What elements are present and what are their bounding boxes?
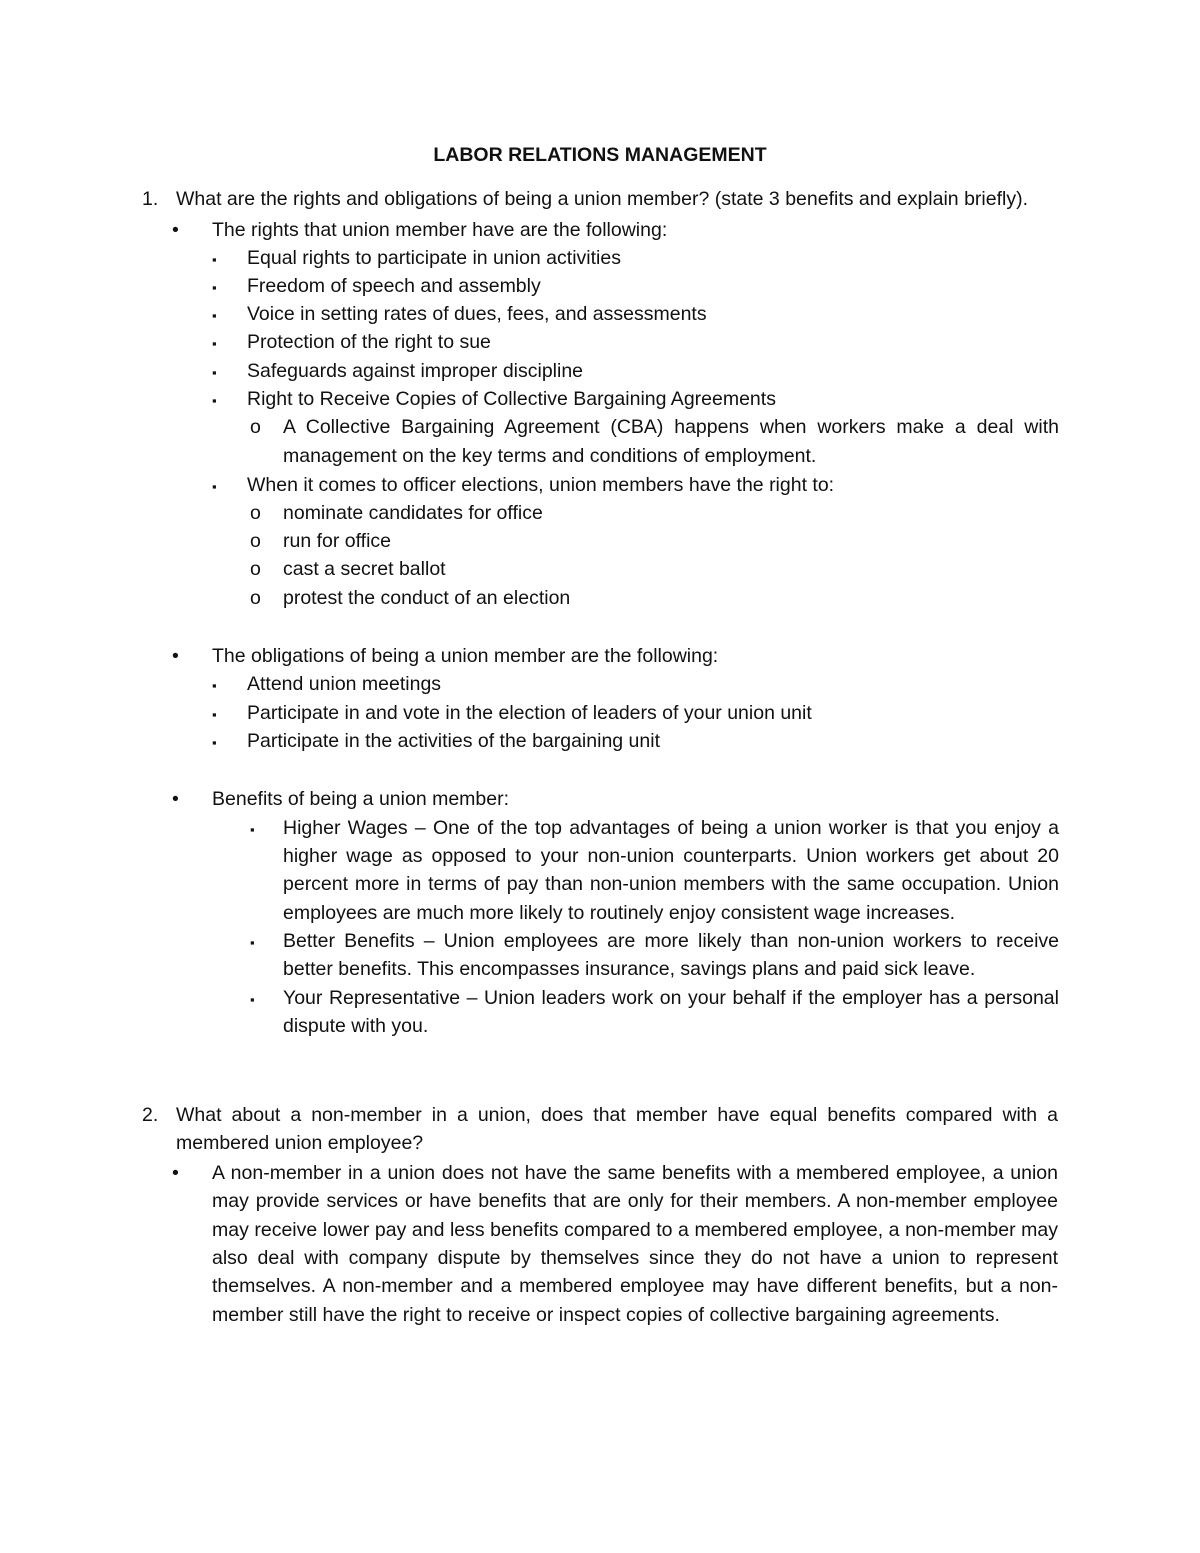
question-text: What about a non-member in a union, does that member have equal benefits compared with a bbox=[176, 1104, 1058, 1126]
list-item: protest the conduct of an election bbox=[283, 587, 571, 609]
circle-marker: o bbox=[250, 558, 261, 580]
cba-note-line: A Collective Bargaining Agreement (CBA) happens when workers make a deal with bbox=[283, 416, 1059, 438]
list-item: Equal rights to participate in union activities bbox=[247, 247, 621, 269]
square-marker: ▪ bbox=[212, 707, 217, 722]
benefit-line: better benefits. This encompasses insurance, savings plans and paid sick leave. bbox=[283, 958, 976, 980]
square-marker: ▪ bbox=[212, 252, 217, 267]
bullet-marker: • bbox=[172, 645, 179, 667]
circle-marker: o bbox=[250, 502, 261, 524]
square-marker: ▪ bbox=[212, 280, 217, 295]
square-marker: ▪ bbox=[212, 336, 217, 351]
benefit-line: dispute with you. bbox=[283, 1015, 429, 1037]
circle-marker: o bbox=[250, 530, 261, 552]
benefits-intro: Benefits of being a union member: bbox=[212, 788, 510, 810]
bullet-marker: • bbox=[172, 788, 179, 810]
benefit-line: Better Benefits – Union employees are more likely than non-union workers to receive bbox=[283, 930, 1059, 952]
square-marker: ▪ bbox=[250, 822, 255, 837]
square-marker: ▪ bbox=[250, 935, 255, 950]
question-number: 2. bbox=[142, 1104, 159, 1126]
benefit-line: percent more in terms of pay than non-union members with the same occupation. Union bbox=[283, 873, 1059, 895]
bullet-marker: • bbox=[172, 1162, 179, 1184]
answer-line: may receive lower pay and less benefits compared to a membered employee, a non-member may bbox=[212, 1219, 1058, 1241]
list-item: Safeguards against improper discipline bbox=[247, 360, 584, 382]
cba-note-line: management on the key terms and conditions of employment. bbox=[283, 445, 817, 467]
obligations-intro: The obligations of being a union member are the following: bbox=[212, 645, 719, 667]
list-item: Participate in and vote in the election of leaders of your union unit bbox=[247, 702, 812, 724]
square-marker: ▪ bbox=[212, 678, 217, 693]
circle-marker: o bbox=[250, 587, 261, 609]
answer-line: also deal with company dispute by themselves since they do not have a union to represent bbox=[212, 1247, 1058, 1269]
benefit-line: higher wage as opposed to your non-union counterparts. Union workers get about 20 bbox=[283, 845, 1059, 867]
list-item: Freedom of speech and assembly bbox=[247, 275, 541, 297]
square-marker: ▪ bbox=[212, 479, 217, 494]
list-item: Attend union meetings bbox=[247, 673, 442, 695]
square-marker: ▪ bbox=[212, 393, 217, 408]
square-marker: ▪ bbox=[250, 992, 255, 1007]
question-number: 1. bbox=[142, 188, 159, 210]
list-item: nominate candidates for office bbox=[283, 502, 543, 524]
elections-intro: When it comes to officer elections, union members have the right to: bbox=[247, 474, 835, 496]
benefit-line: employees are much more likely to routinely enjoy consistent wage increases. bbox=[283, 902, 955, 924]
page-title: LABOR RELATIONS MANAGEMENT bbox=[433, 144, 767, 166]
square-marker: ▪ bbox=[212, 365, 217, 380]
answer-line: may provide services or have benefits that are only for their members. A non-member employee bbox=[212, 1190, 1058, 1212]
question-text: What are the rights and obligations of being a union member? (state 3 benefits and explain briefly). bbox=[176, 188, 1029, 210]
bullet-marker: • bbox=[172, 219, 179, 241]
circle-marker: o bbox=[250, 416, 261, 438]
list-item: Participate in the activities of the bargaining unit bbox=[247, 730, 660, 752]
list-item: Right to Receive Copies of Collective Bargaining Agreements bbox=[247, 388, 776, 410]
square-marker: ▪ bbox=[212, 308, 217, 323]
rights-intro: The rights that union member have are the following: bbox=[212, 219, 668, 241]
benefit-line: Your Representative – Union leaders work on your behalf if the employer has a personal bbox=[283, 987, 1059, 1009]
list-item: Voice in setting rates of dues, fees, and assessments bbox=[247, 303, 707, 325]
answer-line: member still have the right to receive or inspect copies of collective bargaining agreements. bbox=[212, 1304, 1000, 1326]
answer-line: themselves. A non-member and a membered employee may have different benefits, but a non- bbox=[212, 1275, 1058, 1297]
list-item: run for office bbox=[283, 530, 392, 552]
question-text: membered union employee? bbox=[176, 1132, 424, 1154]
square-marker: ▪ bbox=[212, 735, 217, 750]
answer-line: A non-member in a union does not have the same benefits with a membered employee, a union bbox=[212, 1162, 1058, 1184]
list-item: cast a secret ballot bbox=[283, 558, 446, 580]
list-item: Protection of the right to sue bbox=[247, 331, 491, 353]
benefit-line: Higher Wages – One of the top advantages of being a union worker is that you enjoy a bbox=[283, 817, 1059, 839]
